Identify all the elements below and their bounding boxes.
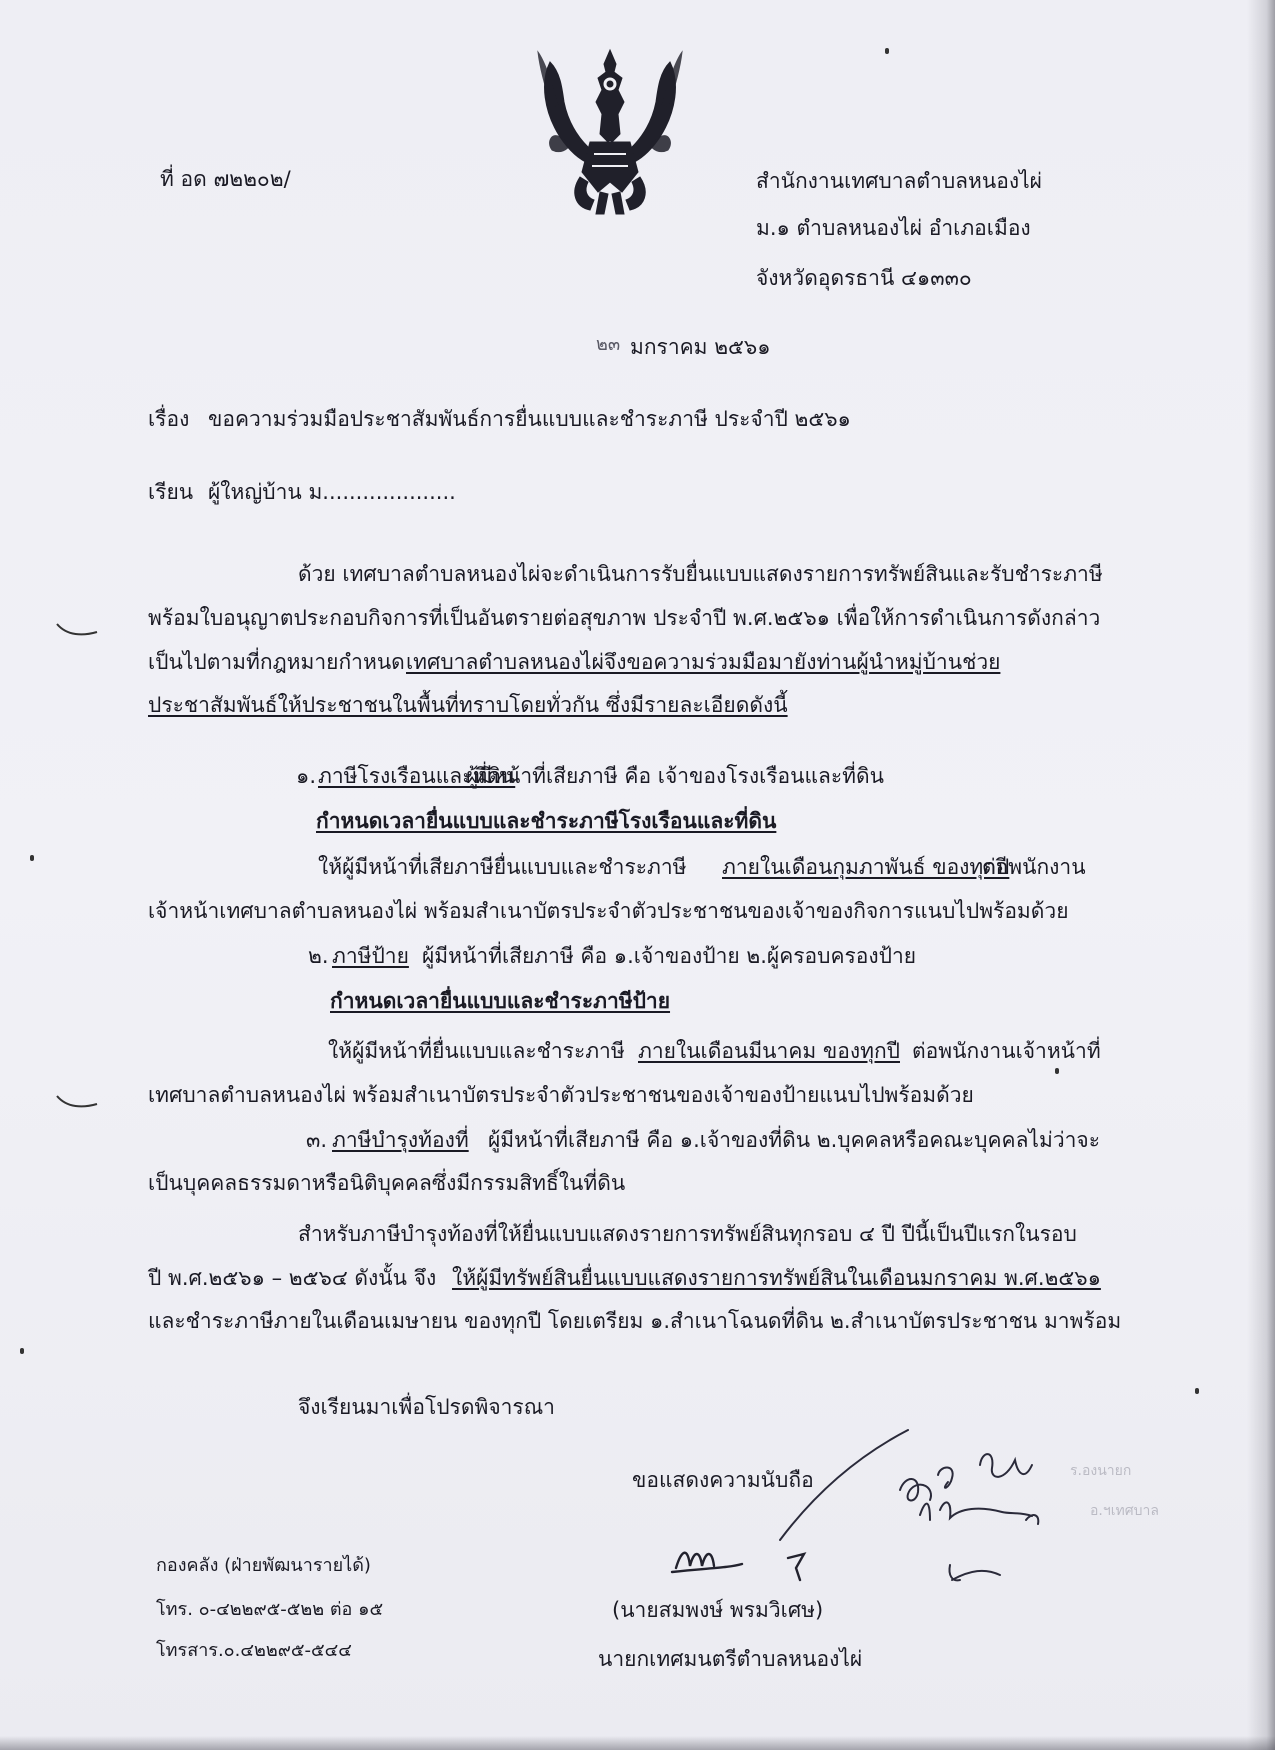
intro-line-3a: เป็นไปตามที่กฎหมายกำหนด bbox=[148, 650, 405, 674]
item3-description: ผู้มีหน้าที่เสียภาษี คือ ๑.เจ้าของที่ดิน ๒.บุคคลหรือคณะบุคคลไม่ว่าจะ bbox=[488, 1128, 1101, 1152]
office-line-3: จังหวัดอุดรธานี ๔๑๓๓๐ bbox=[756, 266, 972, 290]
item1-line-1a: ให้ผู้มีหน้าที่เสียภาษียื่นแบบและชำระภาษี bbox=[318, 855, 687, 879]
item2-title: ภาษีป้าย bbox=[332, 944, 409, 968]
item3-number: ๓. bbox=[306, 1128, 328, 1152]
addressee-text: ผู้ใหญ่บ้าน ม.................... bbox=[208, 480, 456, 504]
intro-line-3b: เทศบาลตำบลหนองไผ่จึงขอความร่วมมือมายังท่านผู้นำหมู่บ้านช่วย bbox=[406, 650, 1001, 674]
contact-fax: โทรสาร.๐.๔๒๒๙๕-๕๔๔ bbox=[156, 1640, 352, 1661]
scan-speck bbox=[1195, 1388, 1199, 1394]
item3-title: ภาษีบำรุงท้องที่ bbox=[332, 1128, 469, 1152]
item2-line-1c: ต่อพนักงานเจ้าหน้าที่ bbox=[912, 1039, 1101, 1063]
note-line-2a: ปี พ.ศ.๒๕๖๑ – ๒๕๖๔ ดังนั้น จึง bbox=[148, 1266, 437, 1290]
item1-line-1c: ต่อพนักงาน bbox=[982, 855, 1086, 879]
intro-line-4: ประชาสัมพันธ์ให้ประชาชนในพื้นที่ทราบโดยทั่วกัน ซึ่งมีรายละเอียดดังนี้ bbox=[148, 693, 788, 717]
page-bottom-shadow bbox=[0, 1736, 1275, 1750]
signer-name: (นายสมพงษ์ พรมวิเศษ) bbox=[612, 1598, 824, 1622]
date-day-handwritten: ๒๓ bbox=[596, 334, 621, 355]
intro-line-1: ด้วย เทศบาลตำบลหนองไผ่จะดำเนินการรับยื่นแบบแสดงรายการทรัพย์สินและรับชำระภาษี bbox=[298, 562, 1103, 586]
office-line-2: ม.๑ ตำบลหนองไผ่ อำเภอเมือง bbox=[756, 216, 1031, 240]
item2-line-1a: ให้ผู้มีหน้าที่ยื่นแบบและชำระภาษี bbox=[328, 1039, 625, 1063]
note-line-2b: ให้ผู้มีทรัพย์สินยื่นแบบแสดงรายการทรัพย์สินในเดือนมกราคม พ.ศ.๒๕๖๑ bbox=[452, 1266, 1101, 1290]
closing-text: จึงเรียนมาเพื่อโปรดพิจารณา bbox=[298, 1395, 555, 1419]
note-line-1: สำหรับภาษีบำรุงท้องที่ให้ยื่นแบบแสดงรายการทรัพย์สินทุกรอบ ๔ ปี ปีนี้เป็นปีแรกในรอบ bbox=[298, 1222, 1077, 1246]
svg-text:อ.ฯเทศบาล: อ.ฯเทศบาล bbox=[1090, 1503, 1159, 1519]
item1-title: ภาษีโรงเรือนและที่ดิน bbox=[318, 764, 516, 788]
subject-text: ขอความร่วมมือประชาสัมพันธ์การยื่นแบบและชำระภาษี ประจำปี ๒๕๖๑ bbox=[208, 407, 851, 431]
office-line-1: สำนักงานเทศบาลตำบลหนองไผ่ bbox=[756, 169, 1042, 193]
page-edge-shadow bbox=[1247, 0, 1275, 1750]
item2-deadline-title: กำหนดเวลายื่นแบบและชำระภาษีป้าย bbox=[330, 989, 671, 1013]
item2-line-2: เทศบาลตำบลหนองไผ่ พร้อมสำเนาบัตรประจำตัวประชาชนของเจ้าของป้ายแนบไปพร้อมด้วย bbox=[148, 1083, 974, 1107]
scan-mark bbox=[55, 620, 100, 640]
scan-speck bbox=[20, 1348, 24, 1354]
svg-text:ร.องนายก: ร.องนายก bbox=[1070, 1463, 1132, 1479]
subject-label: เรื่อง bbox=[148, 407, 190, 431]
item1-deadline-title: กำหนดเวลายื่นแบบและชำระภาษีโรงเรือนและที่ดิน bbox=[316, 809, 777, 833]
item1-line-2: เจ้าหน้าเทศบาลตำบลหนองไผ่ พร้อมสำเนาบัตรประจำตัวประชาชนของเจ้าของกิจการแนบไปพร้อมด้วย bbox=[148, 899, 1069, 923]
document-number: ที่ อด ๗๒๒๐๒/ bbox=[160, 167, 291, 191]
scan-speck bbox=[30, 855, 34, 861]
date-month-year: มกราคม ๒๕๖๑ bbox=[630, 335, 771, 359]
garuda-emblem-icon bbox=[530, 42, 690, 217]
scan-speck bbox=[885, 48, 889, 54]
note-line-3: และชำระภาษีภายในเดือนเมษายน ของทุกปี โดยเตรียม ๑.สำเนาโฉนดที่ดิน ๒.สำเนาบัตรประชาชน มาพร้อม bbox=[148, 1309, 1122, 1333]
item3-line-2: เป็นบุคคลธรรมดาหรือนิติบุคคลซึ่งมีกรรมสิทธิ์ในที่ดิน bbox=[148, 1171, 626, 1195]
scan-speck bbox=[1055, 1068, 1059, 1074]
item2-description: ผู้มีหน้าที่เสียภาษี คือ ๑.เจ้าของป้าย ๒.ผู้ครอบครองป้าย bbox=[422, 944, 917, 968]
item1-description: ผู้มีหน้าที่เสียภาษี คือ เจ้าของโรงเรือนและที่ดิน bbox=[466, 764, 885, 788]
contact-telephone: โทร. ๐-๔๒๒๙๕-๕๒๒ ต่อ ๑๕ bbox=[156, 1599, 384, 1620]
item2-line-1b: ภายในเดือนมีนาคม ของทุกปี bbox=[638, 1039, 900, 1063]
item2-number: ๒. bbox=[308, 944, 329, 968]
mayor-signature-icon bbox=[668, 1528, 848, 1588]
item1-line-1b: ภายในเดือนกุมภาพันธ์ ของทุกปี bbox=[722, 855, 1010, 879]
contact-department: กองคลัง (ฝ่ายพัฒนารายได้) bbox=[156, 1555, 371, 1576]
intro-line-2: พร้อมใบอนุญาตประกอบกิจการที่เป็นอันตรายต่อสุขภาพ ประจำปี พ.ศ.๒๕๖๑ เพื่อให้การดำเนินการดังกล่าว bbox=[148, 606, 1101, 630]
regards-text: ขอแสดงความนับถือ bbox=[632, 1468, 814, 1492]
scan-mark bbox=[55, 1092, 100, 1112]
addressee-label: เรียน bbox=[148, 480, 194, 504]
item1-number: ๑. bbox=[296, 764, 317, 788]
signer-position: นายกเทศมนตรีตำบลหนองไผ่ bbox=[598, 1647, 863, 1671]
